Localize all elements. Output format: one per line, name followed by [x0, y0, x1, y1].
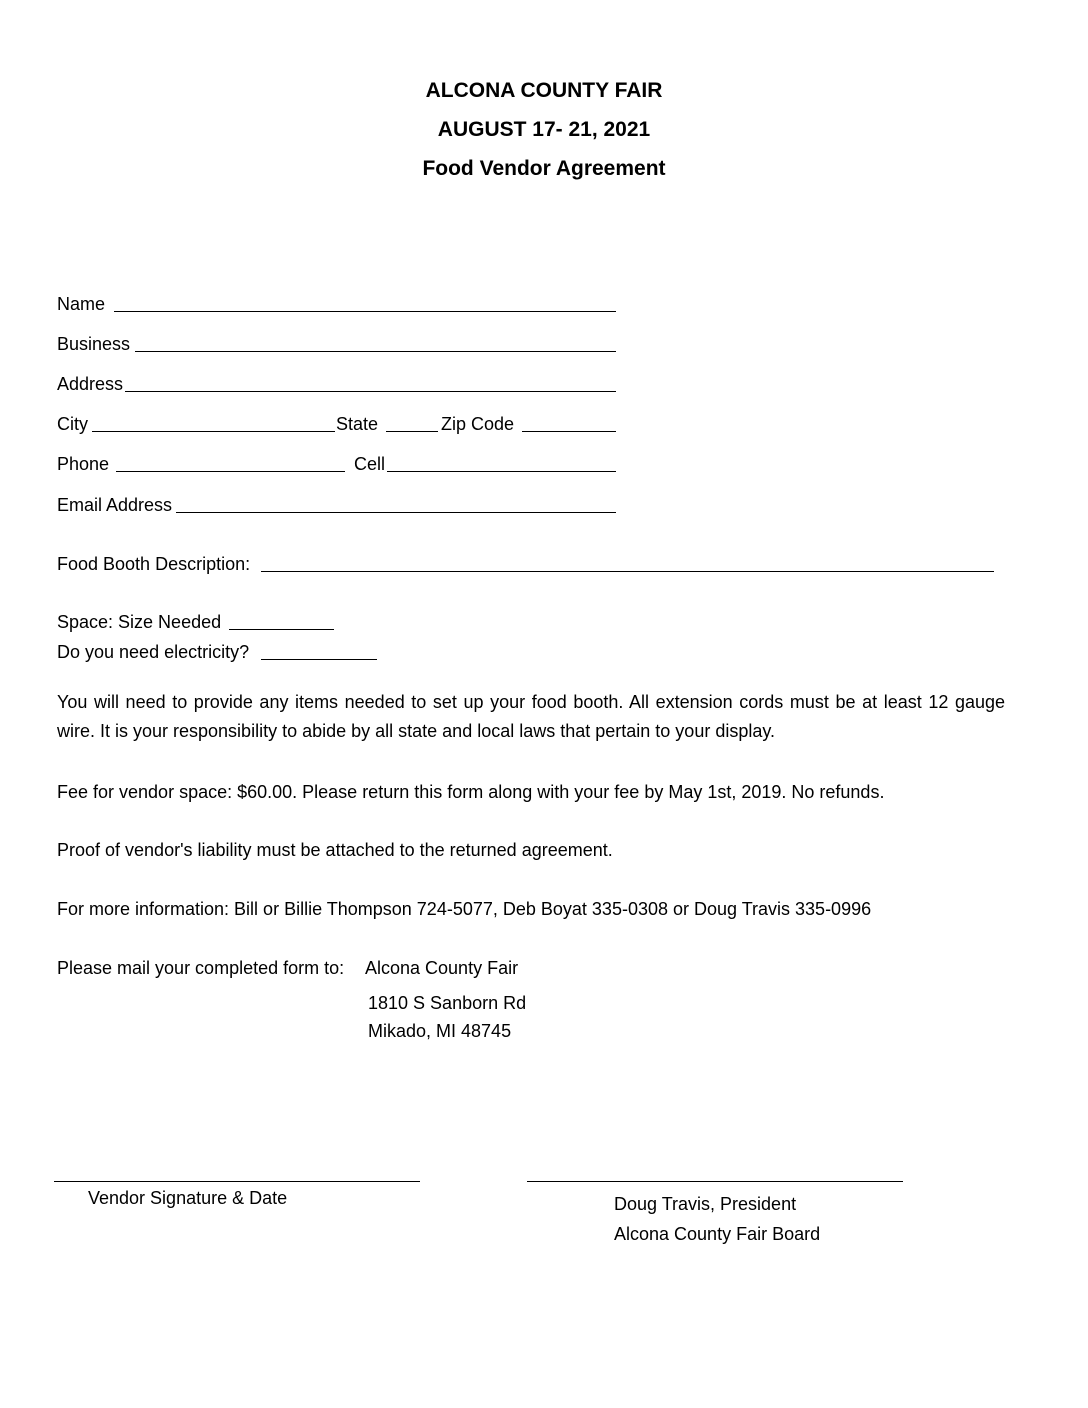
- electricity-label: Do you need electricity?: [57, 642, 250, 662]
- title-agreement: Food Vendor Agreement: [422, 157, 666, 180]
- president-name: Doug Travis, President: [614, 1194, 797, 1214]
- president-organization: Alcona County Fair Board: [614, 1224, 821, 1244]
- email-label: Email Address: [57, 495, 173, 515]
- booth-description-field[interactable]: [261, 571, 994, 572]
- electricity-field[interactable]: [261, 659, 377, 660]
- city-field[interactable]: [92, 431, 335, 432]
- space-size-field[interactable]: [229, 629, 334, 630]
- more-info-paragraph: For more information: Bill or Billie Thompson 724-5077, Deb Boyat 335-0308 or Doug Travis 335-0996: [57, 899, 872, 919]
- cell-label: Cell: [354, 454, 386, 474]
- booth-description-label: Food Booth Description:: [57, 554, 251, 574]
- title-fair-name: ALCONA COUNTY FAIR: [425, 79, 663, 102]
- zip-field[interactable]: [522, 431, 616, 432]
- zip-label: Zip Code: [441, 414, 515, 434]
- state-label: State: [336, 414, 379, 434]
- business-field[interactable]: [135, 351, 616, 352]
- address-label: Address: [57, 374, 124, 394]
- space-size-label: Space: Size Needed: [57, 612, 222, 632]
- vendor-signature-label: Vendor Signature & Date: [88, 1188, 288, 1208]
- mail-address-line1: Alcona County Fair: [365, 958, 519, 978]
- business-label: Business: [57, 334, 131, 354]
- state-field[interactable]: [386, 431, 438, 432]
- email-field[interactable]: [176, 512, 616, 513]
- phone-label: Phone: [57, 454, 110, 474]
- fee-paragraph: Fee for vendor space: $60.00. Please return this form along with your fee by May 1st, 2019. No refunds.: [57, 782, 885, 802]
- title-fair-dates: AUGUST 17- 21, 2021: [437, 118, 651, 141]
- name-field[interactable]: [114, 311, 616, 312]
- address-field[interactable]: [125, 391, 616, 392]
- mail-address-line2: 1810 S Sanborn Rd: [368, 993, 527, 1013]
- requirements-paragraph: You will need to provide any items needed to set up your food booth. All extension cords must be at least 12 gauge wire. It is your responsibility to abide by all state and local laws that pertain to your display.: [57, 692, 1005, 741]
- liability-paragraph: Proof of vendor's liability must be attached to the returned agreement.: [57, 840, 613, 860]
- cell-field[interactable]: [387, 471, 616, 472]
- mail-label: Please mail your completed form to:: [57, 958, 345, 978]
- phone-field[interactable]: [116, 471, 345, 472]
- mail-address-line3: Mikado, MI 48745: [368, 1021, 512, 1041]
- city-label: City: [57, 414, 88, 434]
- vendor-signature-line[interactable]: [54, 1181, 420, 1182]
- president-signature-line: [527, 1181, 903, 1182]
- name-label: Name: [57, 294, 106, 314]
